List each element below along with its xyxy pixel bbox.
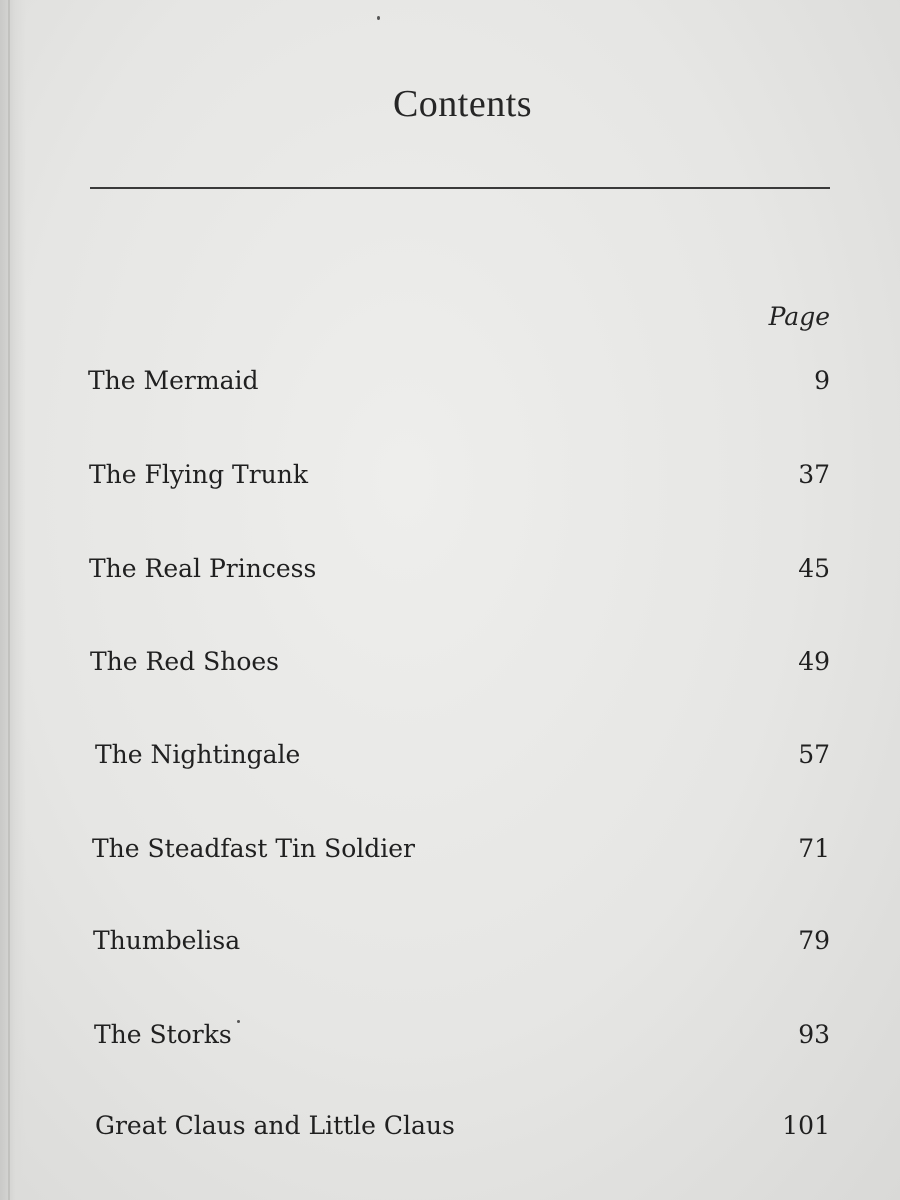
toc-entry[interactable] — [0, 926, 900, 966]
toc-entry-page: 71 — [798, 834, 830, 863]
toc-entry-page: 45 — [798, 554, 830, 583]
page-title: Contents — [392, 83, 533, 125]
toc-entry-page: 57 — [798, 740, 830, 769]
toc-entry-title: The Mermaid — [88, 366, 259, 395]
toc-entry-title: The Red Shoes — [90, 647, 279, 676]
toc-entry[interactable] — [0, 1020, 900, 1060]
toc-entry-title: The Nightingale — [95, 740, 301, 769]
toc-entry-title: The Storks — [94, 1020, 232, 1049]
toc-entry[interactable] — [0, 1111, 900, 1151]
toc-entry[interactable] — [0, 740, 900, 780]
page-column-header: Page — [768, 302, 830, 331]
toc-entry-page: 9 — [814, 366, 830, 395]
toc-entry[interactable] — [0, 460, 900, 500]
toc-entry[interactable] — [0, 647, 900, 687]
toc-entry-title: The Real Princess — [89, 554, 317, 583]
toc-entry[interactable] — [0, 554, 900, 594]
toc-entry-page: 49 — [798, 647, 830, 676]
toc-entry-title: Thumbelisa — [93, 926, 241, 955]
toc-entry-title: The Steadfast Tin Soldier — [92, 834, 416, 863]
toc-entry-title: The Flying Trunk — [89, 460, 309, 489]
toc-entry[interactable] — [0, 366, 900, 406]
toc-entry-page: 37 — [798, 460, 830, 489]
toc-entry-title: Great Claus and Little Claus — [95, 1111, 455, 1140]
toc-entry[interactable] — [0, 834, 900, 874]
toc-entry-page: 93 — [798, 1020, 830, 1049]
toc-entry-page: 79 — [798, 926, 830, 955]
toc-entry-page: 101 — [782, 1111, 830, 1140]
